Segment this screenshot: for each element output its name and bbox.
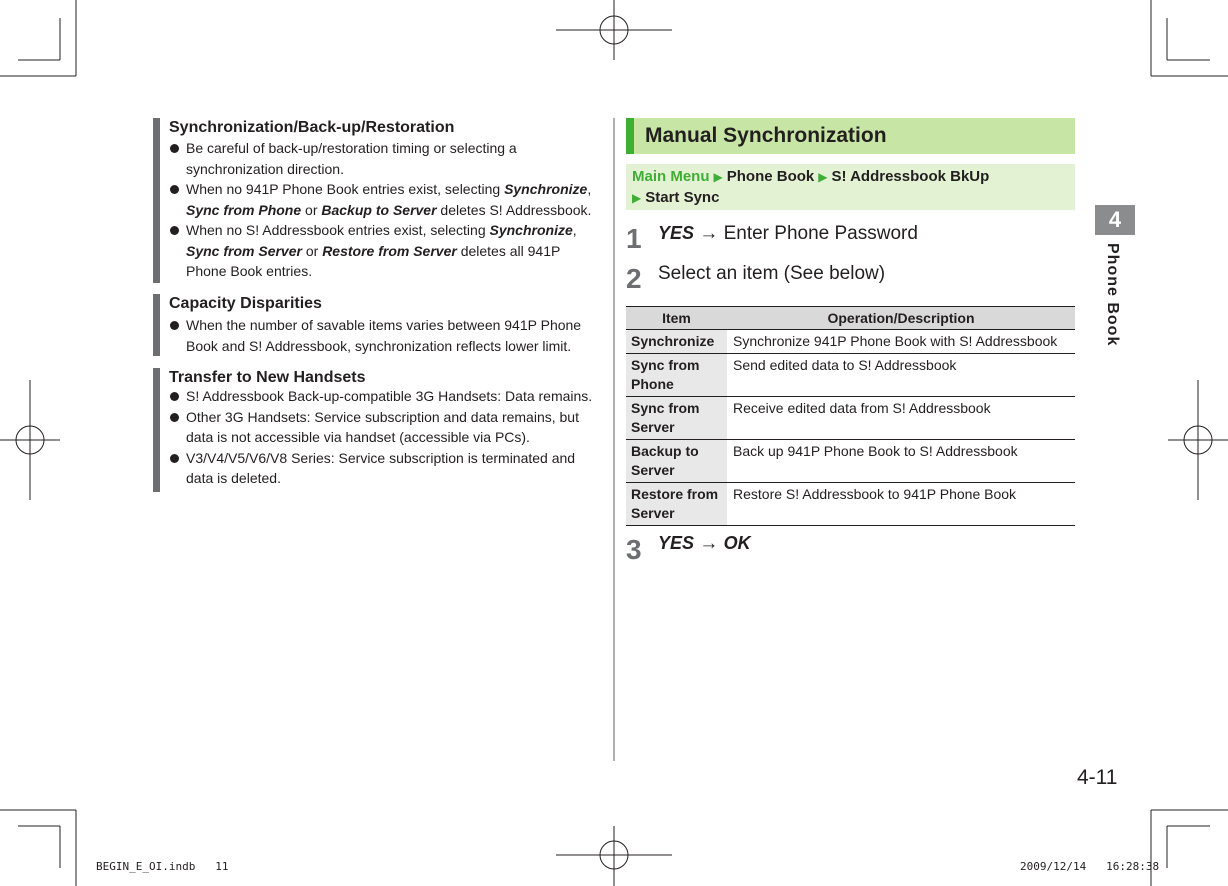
- section-header: [626, 118, 1075, 154]
- chapter-label: Phone Book: [1104, 243, 1121, 347]
- list-item: V3/V4/V5/V6/V8 Series: Service subscription is terminated and data is deleted.: [169, 448, 603, 489]
- menu-path-line-1: [632, 167, 989, 187]
- bullet-icon: [170, 226, 179, 235]
- step-1-text: [658, 221, 918, 246]
- step-3-text: [658, 531, 751, 556]
- note-title: Transfer to New Handsets: [169, 369, 366, 386]
- list-item: Other 3G Handsets: Service subscription and data remains, but data is not accessible via handset (accessible via PCs).: [169, 407, 603, 448]
- footer-file: BEGIN_E_OI.indb 11: [96, 860, 229, 873]
- bullet-icon: [170, 321, 179, 330]
- note-title: Synchronization/Back-up/Restoration: [169, 119, 455, 136]
- table-row: [626, 330, 1075, 354]
- arrow-icon: →: [699, 533, 719, 554]
- path-arrow-icon: ▶: [632, 191, 642, 205]
- list-item: When no S! Addressbook entries exist, selecting Synchronize, Sync from Server or Restore from Server deletes all 941P Phone Book entries.: [169, 220, 603, 282]
- note-list: [169, 138, 603, 282]
- addressbook-label: S! Addressbook BkUp: [831, 168, 990, 185]
- menu-path: [626, 164, 1075, 210]
- step-1-number: 1: [626, 223, 642, 254]
- step-3-number: 3: [626, 534, 642, 565]
- bullet-icon: [170, 413, 179, 422]
- bullet-icon: [170, 144, 179, 153]
- note-bar: [153, 368, 160, 492]
- footer-timestamp: 2009/12/14 16:28:38: [1020, 860, 1160, 873]
- bullet-icon: [170, 392, 179, 401]
- section-header-bar: [626, 118, 634, 154]
- note-bar: [153, 294, 160, 356]
- table-cell-item: Sync from Phone: [626, 354, 727, 397]
- transfer-note: [153, 368, 603, 492]
- note-title: Capacity Disparities: [169, 295, 322, 312]
- table-cell-item: Restore from Server: [626, 483, 727, 526]
- arrow-icon: →: [699, 223, 719, 244]
- sync-note: [153, 118, 603, 283]
- table-cell-desc: Receive edited data from S! Addressbook: [727, 397, 1075, 440]
- table-cell-item: Backup to Server: [626, 440, 727, 483]
- table-row: [626, 483, 1075, 526]
- table-row: [626, 440, 1075, 483]
- chapter-number: 4: [1095, 205, 1135, 235]
- table-cell-item: Sync from Server: [626, 397, 727, 440]
- yes-softkey: YES: [658, 223, 695, 243]
- table-row: [626, 354, 1075, 397]
- step-2-instruction: Select an item (See below): [658, 263, 886, 284]
- section-title: Manual Synchronization: [645, 124, 887, 147]
- note-list: [169, 315, 603, 356]
- table-cell-desc: Back up 941P Phone Book to S! Addressbook: [727, 440, 1075, 483]
- ok-softkey: OK: [723, 533, 751, 553]
- note-bar: [153, 118, 160, 283]
- path-arrow-icon: ▶: [713, 170, 723, 184]
- list-item: Be careful of back-up/restoration timing or selecting a synchronization direction.: [169, 138, 603, 179]
- sync-options-table: [626, 306, 1075, 526]
- step-2-number: 2: [626, 263, 642, 294]
- note-list: [169, 386, 603, 489]
- step-1-instruction: Enter Phone Password: [723, 223, 918, 244]
- menu-path-line-2: [632, 188, 719, 208]
- table-cell-desc: Synchronize 941P Phone Book with S! Addressbook: [727, 330, 1075, 354]
- table-cell-item: Synchronize: [626, 330, 727, 354]
- bullet-icon: [170, 185, 179, 194]
- start-sync-label: Start Sync: [645, 189, 720, 206]
- path-arrow-icon: ▶: [818, 170, 828, 184]
- column-divider: [613, 118, 615, 761]
- list-item: S! Addressbook Back-up-compatible 3G Handsets: Data remains.: [169, 386, 603, 407]
- yes-softkey: YES: [658, 533, 695, 553]
- table-cell-desc: Send edited data to S! Addressbook: [727, 354, 1075, 397]
- operation-column-header: Operation/Description: [727, 307, 1075, 330]
- table-row: [626, 397, 1075, 440]
- capacity-note: [153, 294, 603, 356]
- main-menu-label: Main Menu: [632, 168, 710, 185]
- bullet-icon: [170, 454, 179, 463]
- table-header-row: [626, 307, 1075, 330]
- page-number: 4-11: [1077, 766, 1118, 789]
- phone-book-label: Phone Book: [726, 168, 815, 185]
- list-item: When the number of savable items varies between 941P Phone Book and S! Addressbook, synchronization reflects lower limit.: [169, 315, 603, 356]
- item-column-header: Item: [626, 307, 727, 330]
- table-cell-desc: Restore S! Addressbook to 941P Phone Book: [727, 483, 1075, 526]
- list-item: When no 941P Phone Book entries exist, selecting Synchronize, Sync from Phone or Backup to Server deletes S! Addressbook.: [169, 179, 603, 220]
